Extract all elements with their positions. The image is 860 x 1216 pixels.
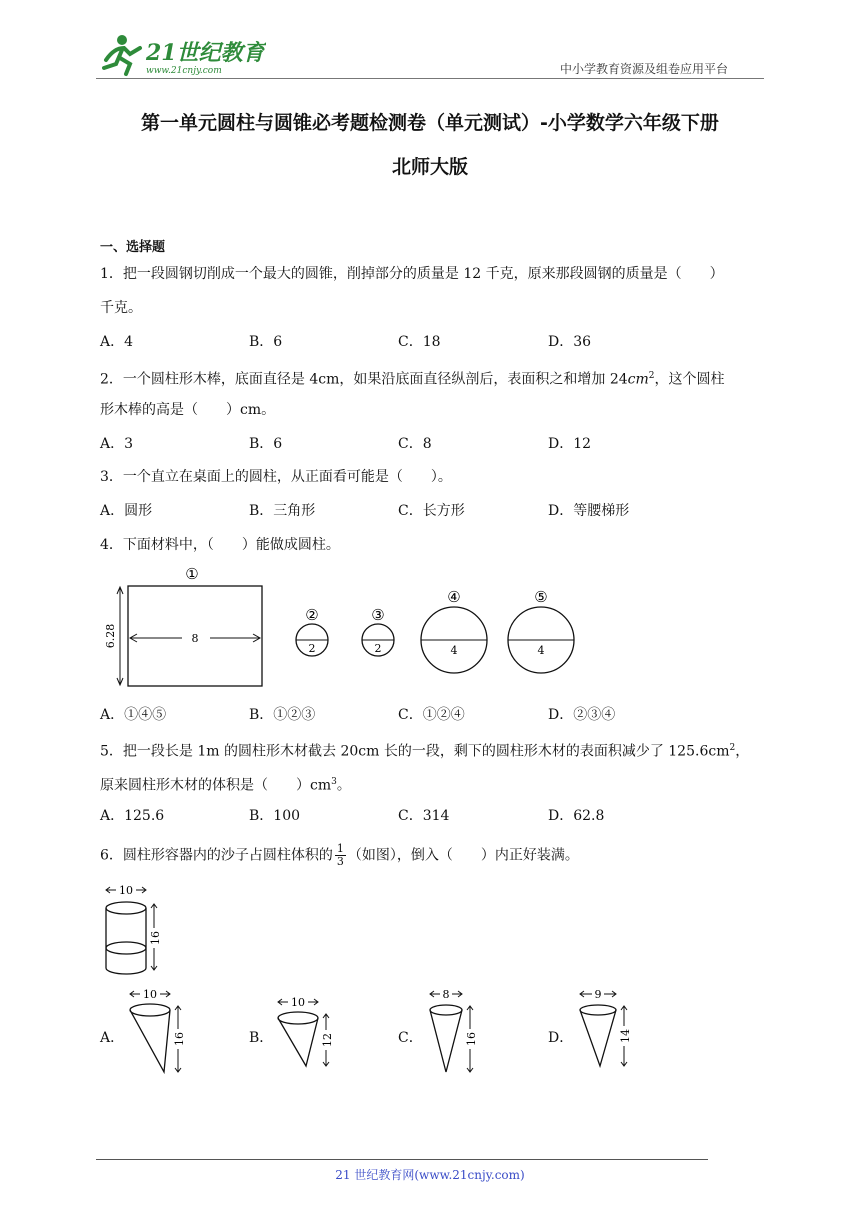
fig-label-4: ④ <box>447 588 461 606</box>
page-title-line2: 北师大版 <box>391 156 468 178</box>
q2-option-b[interactable]: B．6 <box>249 436 283 452</box>
cone-b-diameter: 10 <box>291 996 305 1009</box>
cone-c-figure[interactable] <box>424 986 494 1076</box>
q5-option-c[interactable]: C．314 <box>398 808 450 824</box>
site-logo <box>96 30 266 78</box>
question-1-line1: 1．把一段圆钢切削成一个最大的圆锥，削掉部分的质量是 12 千克，原来那段圆钢的质量是（ ） <box>100 266 724 282</box>
fraction-one-third: $\frac{1}{3}$ <box>336 842 344 868</box>
q3-option-b[interactable]: B．三角形 <box>249 503 316 519</box>
q3-option-a[interactable]: A．圆形 <box>100 503 153 519</box>
section-heading: 一、选择题 <box>100 240 166 255</box>
question-5-line1: 5．把一段长是 1m 的圆柱形木材截去 20cm 长的一段，剩下的圆柱形木材的表面积减少了 $125.6cm^2$， <box>100 743 750 760</box>
cone-a-figure[interactable] <box>124 986 194 1076</box>
q4-option-b[interactable]: B．①②③ <box>249 707 316 723</box>
cylinder-figure <box>100 882 170 982</box>
logo-url: www.21cnjy.com <box>146 66 222 76</box>
cone-b-height: 12 <box>321 1033 334 1047</box>
circle-3-diameter: 2 <box>374 642 382 655</box>
q5-option-b[interactable]: B．100 <box>249 808 301 824</box>
question-6-line1: 6．圆柱形容器内的沙子占圆柱体积的 $\frac{1}{3}$ （如图），倒入（ ）内正好装满。 <box>100 842 579 868</box>
cone-c-height: 16 <box>465 1032 478 1046</box>
cone-a-height: 16 <box>173 1032 186 1046</box>
header-divider <box>96 78 764 79</box>
page-title-line1: 第一单元圆柱与圆锥必考题检测卷（单元测试）-小学数学六年级下册 <box>141 112 719 134</box>
fig-label-2: ② <box>305 606 319 624</box>
q1-option-d[interactable]: D．36 <box>548 334 592 350</box>
question-1-line2: 千克。 <box>100 300 142 316</box>
fig-label-3: ③ <box>371 606 385 624</box>
cone-a-diameter: 10 <box>143 988 157 1001</box>
q4-figure <box>100 562 590 694</box>
q2-option-c[interactable]: C．8 <box>398 436 432 452</box>
fig-label-1: ① <box>185 565 199 583</box>
cone-d-figure[interactable] <box>574 986 644 1076</box>
circle-5-diameter: 4 <box>537 644 545 657</box>
q5-option-a[interactable]: A．125.6 <box>100 808 165 824</box>
footer-text[interactable]: 21 世纪教育网(www.21cnjy.com) <box>335 1168 525 1182</box>
cone-d-diameter: 9 <box>594 988 602 1001</box>
rect-width-label: 8 <box>191 632 199 645</box>
question-3-line1: 3．一个直立在桌面上的圆柱，从正面看可能是（ ）。 <box>100 469 452 485</box>
cone-d-height: 14 <box>619 1029 632 1043</box>
q5-option-d[interactable]: D．62.8 <box>548 808 605 824</box>
q6-option-b[interactable]: B． <box>249 1030 274 1046</box>
question-2-line1: 2．一个圆柱形木棒，底面直径是 4cm，如果沿底面直径纵剖后，表面积之和增加 $24cm^2$，这个圆柱 <box>100 371 725 388</box>
footer-divider <box>96 1159 708 1160</box>
question-5-line2: 原来圆柱形木材的体积是（ ）$cm^3$。 <box>100 777 351 794</box>
q3-option-d[interactable]: D．等腰梯形 <box>548 503 630 519</box>
circle-2-diameter: 2 <box>308 642 316 655</box>
cone-c-diameter: 8 <box>442 988 450 1001</box>
header-platform-text: 中小学教育资源及组卷应用平台 <box>560 62 729 76</box>
cylinder-diameter-label: 10 <box>119 884 133 897</box>
q4-option-d[interactable]: D．②③④ <box>548 707 616 723</box>
q6-option-c[interactable]: C． <box>398 1030 423 1046</box>
q6-option-d[interactable]: D． <box>548 1030 574 1046</box>
q4-option-c[interactable]: C．①②④ <box>398 707 465 723</box>
cone-b-figure[interactable] <box>272 994 342 1074</box>
circle-4-diameter: 4 <box>450 644 458 657</box>
q6-option-a[interactable]: A． <box>100 1030 125 1046</box>
fig-label-5: ⑤ <box>534 588 548 606</box>
q1-option-c[interactable]: C．18 <box>398 334 441 350</box>
q1-option-b[interactable]: B．6 <box>249 334 283 350</box>
q2-option-d[interactable]: D．12 <box>548 436 592 452</box>
runner-icon <box>104 35 140 74</box>
question-4-line1: 4．下面材料中，（ ）能做成圆柱。 <box>100 537 340 553</box>
logo-text: 21世纪教育 <box>146 40 265 66</box>
q1-option-a[interactable]: A．4 <box>100 334 134 350</box>
q4-option-a[interactable]: A．①④⑤ <box>100 707 167 723</box>
cylinder-height-label: 16 <box>149 931 162 945</box>
q3-option-c[interactable]: C．长方形 <box>398 503 465 519</box>
q2-option-a[interactable]: A．3 <box>100 436 134 452</box>
rect-height-label: 6.28 <box>104 623 117 649</box>
question-2-line2: 形木棒的高是（ ）cm。 <box>100 402 276 418</box>
